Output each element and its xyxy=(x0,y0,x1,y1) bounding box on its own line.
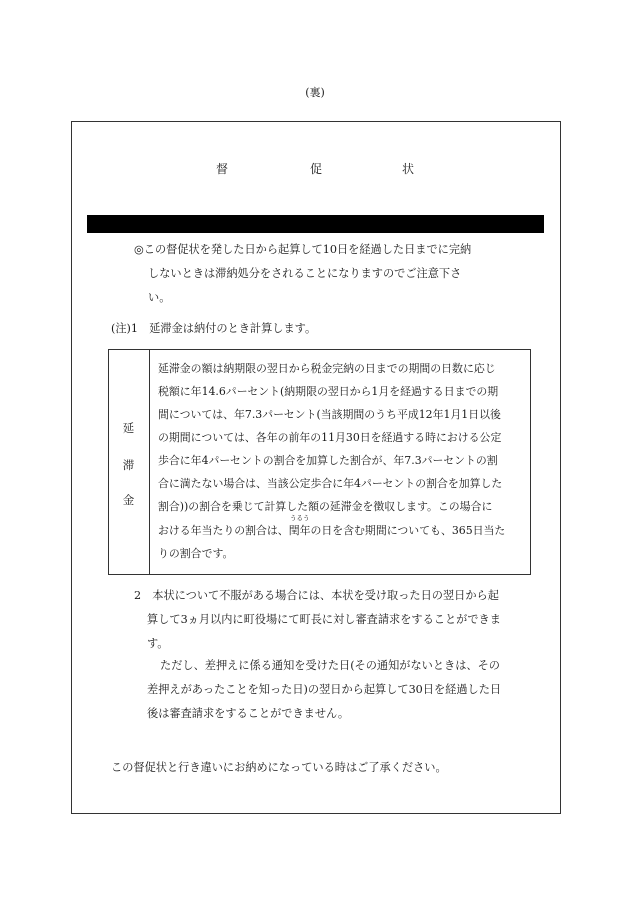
penalty-line-8: おける年当たりの割合は、閏年の日を含む期間についても、365日当た xyxy=(158,524,506,537)
note-1: (注)1 延滞金は納付のとき計算します。 xyxy=(111,322,317,335)
penalty-line-1: 延滞金の額は納期限の翌日から税金完納の日までの期間の日数に応じ xyxy=(158,362,496,375)
note-2-line-6: 後は審査請求をすることができません。 xyxy=(147,707,350,720)
ruby-uruu: うるう xyxy=(290,514,310,522)
title-char-3: 状 xyxy=(402,162,415,176)
note-2-line-5: 差押えがあったことを知った日)の翌日から起算して30日を経過した日 xyxy=(147,683,502,696)
reverse-side-label: (裏) xyxy=(305,86,325,99)
penalty-heading-char-3: 金 xyxy=(122,493,135,507)
notice-line-1: ◎この督促状を発した日から起算して10日を経過した日までに完納 xyxy=(134,243,472,256)
penalty-line-7: 割合))の割合を乗じて計算した額の延滞金を徴収します。この場合に xyxy=(158,500,493,513)
title-char-1: 督 xyxy=(216,162,229,176)
penalty-line-2: 税額に年14.6パーセント(納期限の翌日から1月を経過する日までの期 xyxy=(158,385,499,398)
blackout-band xyxy=(87,215,544,233)
penalty-heading-char-2: 滞 xyxy=(122,458,135,472)
note-2-line-4: ただし、差押えに係る通知を受けた日(その通知がないときは、その xyxy=(160,659,500,672)
title-char-2: 促 xyxy=(310,162,323,176)
penalty-line-6: 合に満たない場合は、当該公定歩合に年4パーセントの割合を加算した xyxy=(158,477,503,490)
penalty-line-4: の期間については、各年の前年の11月30日を経過する時における公定 xyxy=(158,431,502,444)
footer-note: この督促状と行き違いにお納めになっている時はご了承ください。 xyxy=(111,761,447,774)
note-2-line-2: 算して3ヵ月以内に町役場にて町長に対し審査請求をすることができま xyxy=(147,613,501,626)
penalty-heading-char-1: 延 xyxy=(122,421,135,435)
notice-line-2: しないときは滞納処分をされることになりますのでご注意下さ xyxy=(148,267,462,280)
penalty-line-9: りの割合です。 xyxy=(158,547,234,560)
penalty-box-divider xyxy=(149,349,150,575)
penalty-line-5: 歩合に年4パーセントの割合を加算した割合が、年7.3パーセントの割 xyxy=(158,454,498,467)
note-2-line-3: す。 xyxy=(147,637,169,650)
note-2-line-1: 2 本状について不服がある場合には、本状を受け取った日の翌日から起 xyxy=(134,589,499,602)
notice-line-3: い。 xyxy=(148,291,171,304)
penalty-line-3: 間については、年7.3パーセント(当該期間のうち平成12年1月1日以後 xyxy=(158,408,501,421)
